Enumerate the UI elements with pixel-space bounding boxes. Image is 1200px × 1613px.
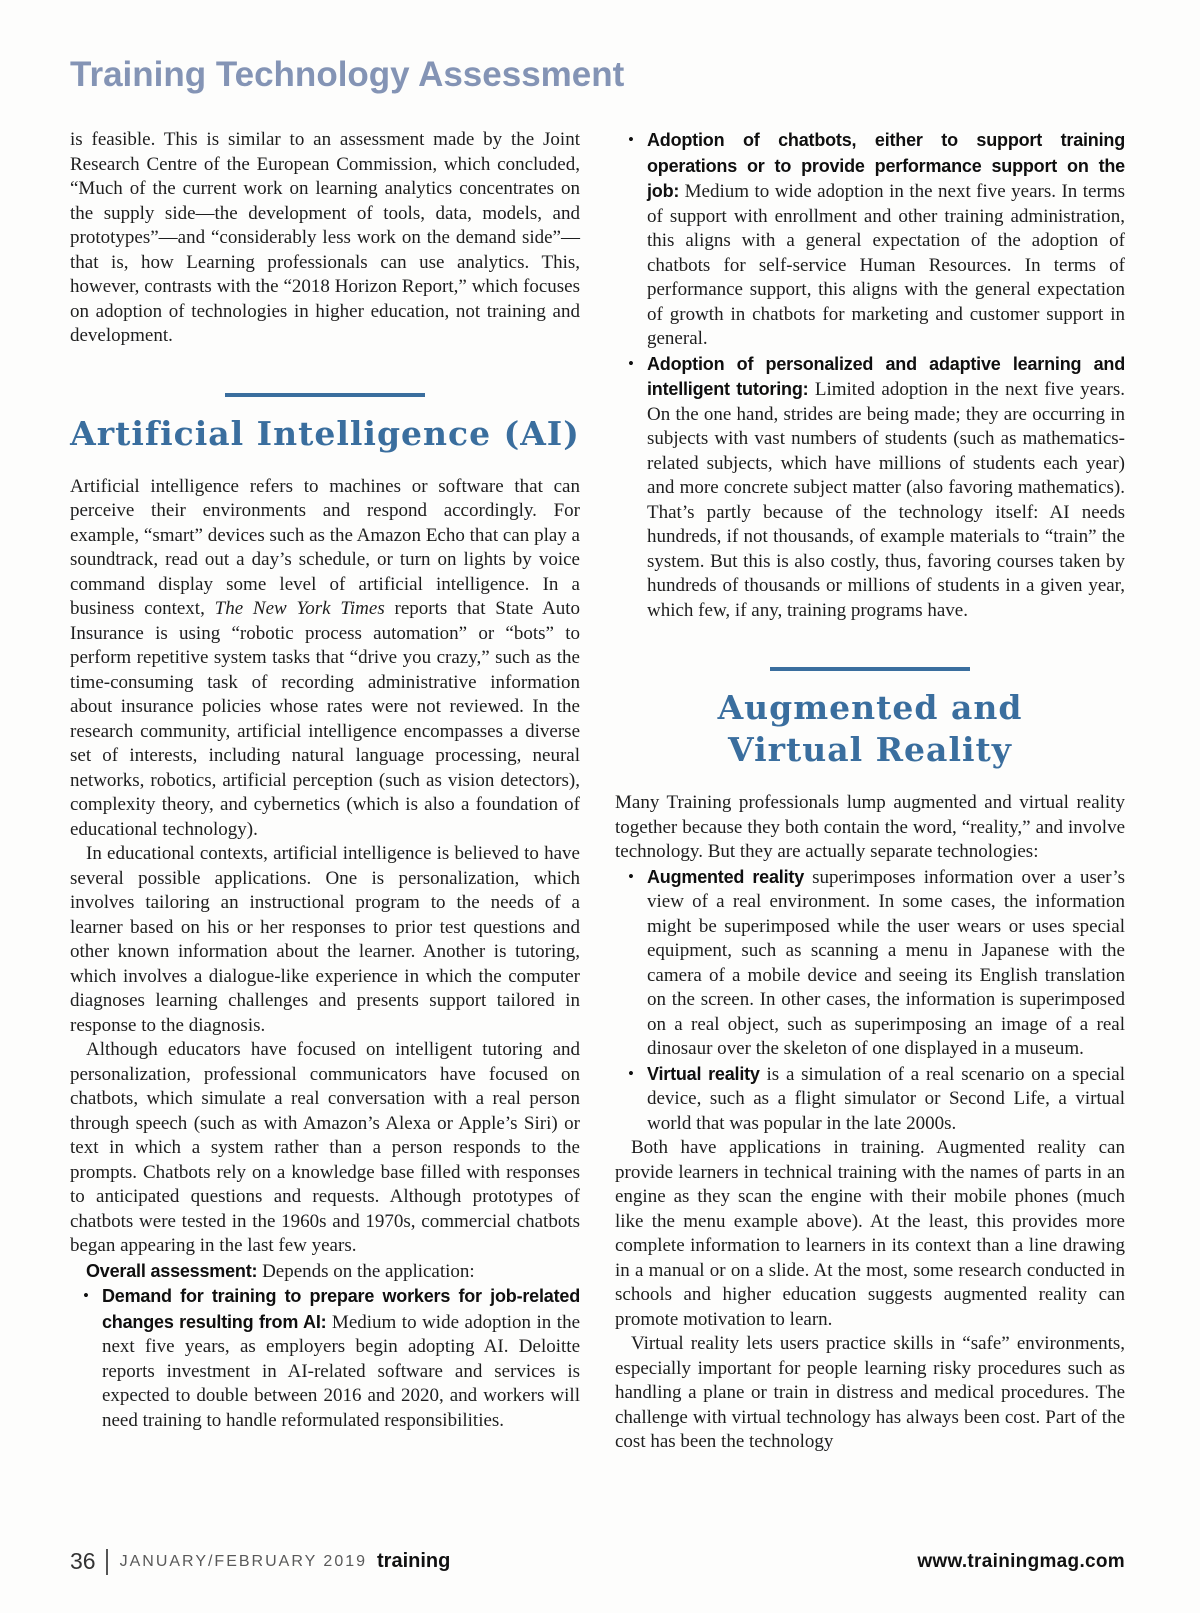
- issue-date: JANUARY/FEBRUARY 2019: [119, 1552, 368, 1570]
- adoption-bullets: [615, 128, 1125, 623]
- bullet-text: is a simulation of a real scenario on a special device, such as a flight simulator or Second Life, a virtual world that was popular in the late 2000s.: [647, 1063, 1125, 1134]
- left-column: [70, 128, 580, 1455]
- section-divider-rule: [770, 667, 970, 671]
- bullet-lead: Demand for training to prepare workers for job-related changes resulting from AI:: [102, 1286, 580, 1332]
- section-divider-rule: [225, 393, 425, 397]
- bullet-lead: Augmented reality: [647, 866, 805, 887]
- bullet-text: Medium to wide adoption in the next five years. In terms of support with enrollment and other training administration, this aligns with a general expectation of the adoption of chatbots for self-service Human Resources. In terms of performance support, this aligns with the general expectation of growth in chatbots for marketing and customer support in general.: [647, 181, 1125, 349]
- page-title: Training Technology Assessment: [70, 55, 625, 94]
- bullet-item: [615, 1062, 1125, 1137]
- paragraph-ai-definition: [70, 475, 580, 843]
- arvr-bullets: [615, 865, 1125, 1137]
- section-heading-arvr: [615, 687, 1125, 771]
- footer-left: [70, 1548, 450, 1575]
- bullet-item: [615, 128, 1125, 352]
- paragraph-text: reports that State Auto Insurance is using “robotic process automation” or “bots” to perform repetitive system tasks that “drive you crazy,” such as the time-consuming task of recording administrative information about insurance policies whose rates were not reviewed. In the research community, artificial intelligence encompasses a diverse set of interests, including natural language processing, neural networks, robotics, artificial perception (such as vision detectors), complexity theory, and cybernetics (which is also a foundation of educational technology).: [70, 598, 580, 840]
- paragraph-virtual-reality: Virtual reality lets users practice skills in “safe” environments, especially important for people learning risky procedures such as handling a plane or train in distress and medical procedures. The challenge with virtual technology has always been cost. Part of the cost has been the technology: [615, 1333, 1125, 1452]
- publication-title-italic: The New York Times: [214, 598, 385, 619]
- bullet-item: [615, 865, 1125, 1062]
- bullet-item: [615, 352, 1125, 624]
- bullet-lead: Virtual reality: [647, 1063, 760, 1084]
- page-number: 36: [70, 1548, 96, 1574]
- website-url: www.trainingmag.com: [917, 1550, 1125, 1572]
- paragraph-arvr-intro: Many Training professionals lump augmented and virtual reality together because they both contain the word, “reality,” and involve technology. But they are actually separate technologies:: [615, 792, 1125, 862]
- paragraph-educational-contexts: In educational contexts, artificial intelligence is believed to have several possible applications. One is personalization, which involves tailoring an instructional program to the needs of a learner based on his or her responses to prior test questions and other known information about the learner. Another is tutoring, which involves a dialogue-like experience in which the computer diagnoses learning challenges and presents support tailored in response to the diagnosis.: [70, 843, 580, 1036]
- paragraph-both-applications: Both have applications in training. Augmented reality can provide learners in technical training with the names of parts in an engine as they scan the engine with their mobile phones (much like the menu example above). At the least, this provides more complete information to learners in its context than a line drawing in a manual or on a slide. At the most, some research conducted in schools and higher education suggests augmented reality can promote motivation to learn.: [615, 1137, 1125, 1330]
- overall-assessment-line: [70, 1259, 580, 1285]
- bullet-item: [70, 1284, 580, 1433]
- bullet-lead: Adoption of chatbots, either to support training operations or to provide performance support on the job:: [647, 130, 1125, 201]
- overall-assessment-label: Overall assessment:: [86, 1260, 258, 1281]
- page-footer: [70, 1548, 1125, 1575]
- bullet-text: superimposes information over a user’s view of a real environment. In some cases, the information might be superimposed while the user wears or uses special equipment, such as scanning a menu in Japanese with the camera of a mobile device and seeing its English translation on the screen. In other cases, the information is superimposed on a real object, such as superimposing an image of a real dinosaur over the skeleton of one displayed in a museum.: [647, 866, 1125, 1059]
- bullet-text: Medium to wide adoption in the next five years, as employers begin adopting AI. Deloitte reports investment in AI-related software and services is expected to double between 2016 and 2020, and workers will need training to handle reformulated responsibilities.: [102, 1311, 580, 1431]
- paragraph-intro: is feasible. This is similar to an assessment made by the Joint Research Centre of the European Commission, which concluded, “Much of the current work on learning analytics concentrates on the supply side—the development of tools, data, models, and prototypes”—and “considerably less work on the demand side”—that is, how Learning professionals can use analytics. This, however, contrasts with the “2018 Horizon Report,” which focuses on adoption of technologies in higher education, not training and development.: [70, 129, 580, 346]
- heading-line: Virtual Reality: [728, 730, 1012, 769]
- footer-divider: [106, 1549, 108, 1575]
- ai-assessment-bullets: [70, 1284, 580, 1433]
- paragraph-text: Artificial intelligence refers to machines or software that can perceive their environments and respond accordingly. For example, “smart” devices such as the Amazon Echo that can play a soundtrack, read out a day’s schedule, or turn on lights by voice command display some level of artificial intelligence. In a business context,: [70, 475, 580, 619]
- paragraph-chatbots: Although educators have focused on intelligent tutoring and personalization, professional communicators have focused on chatbots, which simulate a real conversation with a real person through speech (such as with Amazon’s Alexa or Apple’s Siri) or text in which a system rather than a person responds to the prompts. Chatbots rely on a knowledge base filled with responses to anticipated questions and requests. Although prototypes of chatbots were tested in the 1960s and 1970s, commercial chatbots began appearing in the last few years.: [70, 1039, 580, 1256]
- bullet-lead: Adoption of personalized and adaptive learning and intelligent tutoring:: [647, 353, 1125, 399]
- section-heading-ai: Artificial Intelligence (AI): [70, 413, 580, 453]
- two-column-layout: [70, 128, 1125, 1455]
- magazine-logo-text: training: [377, 1550, 451, 1572]
- overall-assessment-text: Depends on the application:: [257, 1260, 475, 1282]
- heading-line: Augmented and: [717, 688, 1023, 727]
- bullet-text: Limited adoption in the next five years. On the one hand, strides are being made; they are occurring in subjects with vast numbers of students (such as mathematics-related subjects, which have millions of students each year) and more concrete subject matter (also favoring mathematics). That’s partly because of the technology itself: AI needs hundreds, if not thousands, of example materials to “train” the system. But this is also costly, thus, favoring courses taken by hundreds of thousands or millions of students in a given year, which few, if any, training programs have.: [647, 379, 1125, 621]
- right-column: [615, 128, 1125, 1455]
